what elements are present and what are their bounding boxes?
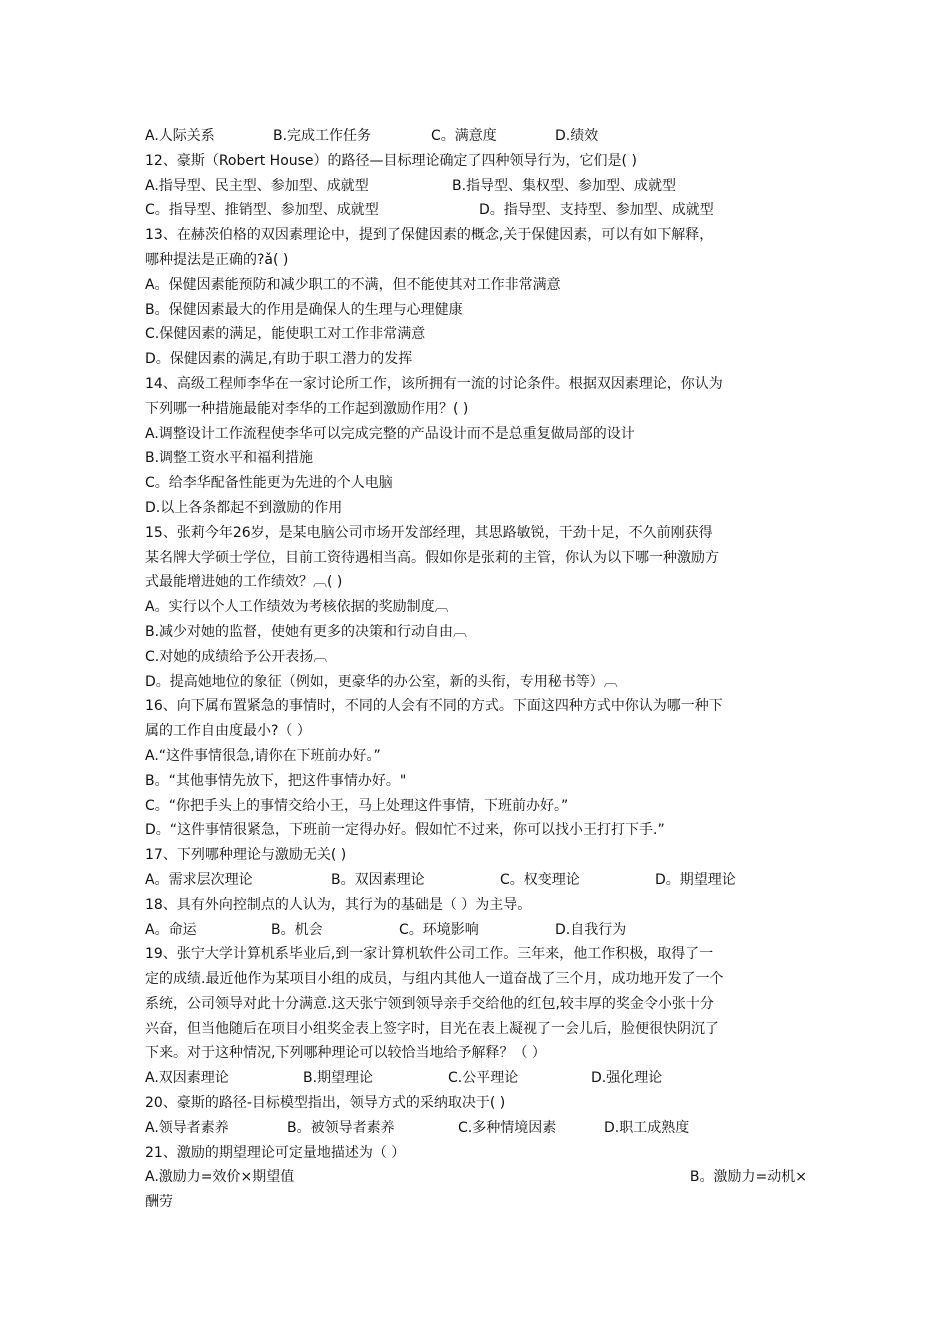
q20-option-a: A.领导者素养: [145, 1119, 229, 1136]
q15-option-a: A。实行以个人工作绩效为考核依据的奖励制度︹: [145, 599, 449, 616]
q21-options: [145, 1165, 807, 1190]
q19-option-a: A.双因素理论: [145, 1070, 229, 1087]
q19-options: [145, 1066, 807, 1091]
q12-option-a: A.指导型、民主型、参加型、成就型: [145, 177, 369, 194]
q20-options: [145, 1116, 807, 1141]
q16-stem-line-1: 16、向下属布置紧急的事情时，不同的人会有不同的方式。下面这四种方式中你认为哪一种下: [145, 698, 723, 715]
q13-option-b: B。保健因素最大的作用是确保人的生理与心理健康: [145, 301, 463, 318]
q15-stem-line-3: 式最能增进她的工作绩效？︹( ): [145, 574, 343, 591]
q14-stem-line-2: 下列哪一种措施最能对李华的工作起到激励作用？( ): [145, 400, 469, 417]
q17-option-b: B。双因素理论: [331, 871, 425, 888]
q19-stem-line-4: 兴奋，但当他随后在项目小组奖金表上签字时，目光在表上凝视了一会儿后，脸便很快阴沉了: [145, 1020, 719, 1037]
q13-option-c: C.保健因素的满足，能使职工对工作非常满意: [145, 326, 426, 343]
q12-options-ab: [145, 174, 807, 199]
q20-option-b: B。被领导者素养: [287, 1119, 395, 1136]
q19-option-b: B.期望理论: [303, 1070, 374, 1087]
q13-option-a: A。保健因素能预防和减少职工的不满，但不能使其对工作非常满意: [145, 276, 561, 293]
q19-stem-line-1: 19、张宁大学计算机系毕业后,到一家计算机软件公司工作。三年来，他工作积极，取得了一: [145, 946, 714, 963]
q15-stem-line-1: 15、张莉今年26岁，是某电脑公司市场开发部经理，其思路敏锐，干劲十足，不久前刚获得: [145, 524, 713, 541]
q14-stem-line-1: 14、高级工程师李华在一家讨论所工作，该所拥有一流的讨论条件。根据双因素理论，你认为: [145, 375, 723, 392]
q20-stem: 20、豪斯的路径-目标模型指出，领导方式的采纳取决于( ): [145, 1095, 506, 1112]
q11-option-a: A.人际关系: [145, 128, 215, 144]
q17-option-a: A。需求层次理论: [145, 871, 253, 888]
q18-option-c: C。环境影响: [399, 921, 479, 938]
q19-option-c: C.公平理论: [448, 1070, 519, 1087]
q20-option-c: C.多种情境因素: [458, 1119, 557, 1136]
q14-option-d: D.以上各条都起不到激励的作用: [145, 499, 343, 516]
q15-option-c: C.对她的成绩给予公开表扬︹: [145, 648, 328, 665]
q12-option-c: C。指导型、推销型、参加型、成就型: [145, 202, 379, 219]
q11-option-b: B.完成工作任务: [273, 128, 372, 144]
q20-option-d: D.职工成熟度: [604, 1119, 690, 1136]
q15-stem-line-2: 某名牌大学硕士学位，目前工资待遇相当高。假如你是张莉的主管，你认为以下哪一种激励方: [145, 549, 719, 566]
q19-stem-line-5: 下来。对于这种情况,下列哪种理论可以较恰当地给予解释？（ ）: [145, 1045, 546, 1062]
q15-option-d: D。提高她地位的象征（例如，更豪华的办公室，新的头衔，专用秘书等）︹: [145, 673, 618, 690]
q12-options-cd: [145, 198, 807, 223]
q16-option-d: D。“这件事情很紧急，下班前一定得办好。假如忙不过来，你可以找小王打打下手.”: [145, 822, 665, 839]
q18-option-d: D.自我行为: [555, 921, 627, 938]
q17-option-c: C。权变理论: [500, 871, 580, 888]
q12-stem: 12、豪斯（Robert House）的路径—目标理论确定了四种领导行为，它们是( ): [145, 152, 637, 169]
q17-stem: 17、下列哪种理论与激励无关( ): [145, 847, 347, 864]
q14-option-a: A.调整设计工作流程使李华可以完成完整的产品设计而不是总重复做局部的设计: [145, 425, 635, 442]
q13-stem-line-1: 13、在赫茨伯格的双因素理论中，提到了保健因素的概念,关于保健因素，可以有如下解释，: [145, 227, 714, 244]
q11-option-d: D.绩效: [555, 128, 599, 144]
q17-option-d: D。期望理论: [655, 871, 736, 888]
document-page: [145, 124, 807, 1215]
q21-stem: 21、激励的期望理论可定量地描述为（ ）: [145, 1144, 406, 1161]
q21-option-b-tail: 酬劳: [145, 1194, 173, 1211]
q11-option-c: C。满意度: [431, 128, 497, 144]
q13-option-d: D。保健因素的满足,有助于职工潜力的发挥: [145, 351, 413, 368]
q13-stem-line-2: 哪种提法是正确的?ǎ( ): [145, 251, 289, 268]
q19-stem-line-3: 系统，公司领导对此十分满意.这天张宁领到领导亲手交给他的红包,较丰厚的奖金令小张十分: [145, 995, 714, 1012]
q15-option-b: B.减少对她的监督，使她有更多的决策和行动自由︹: [145, 623, 468, 640]
q21-option-a: A.激励力=效价×期望值: [145, 1169, 295, 1186]
q11-options: [145, 124, 807, 149]
q16-option-c: C。“你把手头上的事情交给小王，马上处理这件事情，下班前办好。”: [145, 797, 569, 814]
q18-stem: 18、具有外向控制点的人认为，其行为的基础是（ ）为主导。: [145, 896, 532, 913]
q12-option-d: D。指导型、支持型、参加型、成就型: [479, 202, 714, 219]
q16-stem-line-2: 属的工作自由度最小?（ ）: [145, 723, 311, 740]
q14-option-b: B.调整工资水平和福利措施: [145, 450, 314, 467]
q18-option-b: B。机会: [271, 921, 323, 938]
q19-option-d: D.强化理论: [591, 1070, 663, 1087]
q19-stem-line-2: 定的成绩.最近他作为某项目小组的成员，与组内其他人一道奋战了三个月，成功地开发了一个: [145, 971, 724, 988]
q12-option-b: B.指导型、集权型、参加型、成就型: [452, 177, 677, 194]
q21-option-b-head: B。激励力=动机×: [689, 1169, 807, 1186]
q16-option-a: A.“这件事情很急,请你在下班前办好。”: [145, 747, 381, 764]
q17-options: [145, 868, 807, 893]
q18-option-a: A。命运: [145, 921, 197, 938]
q14-option-c: C。给李华配备性能更为先进的个人电脑: [145, 475, 393, 492]
q18-options: [145, 918, 807, 943]
q16-option-b: B。“其他事情先放下，把这件事情办好。": [145, 772, 407, 789]
